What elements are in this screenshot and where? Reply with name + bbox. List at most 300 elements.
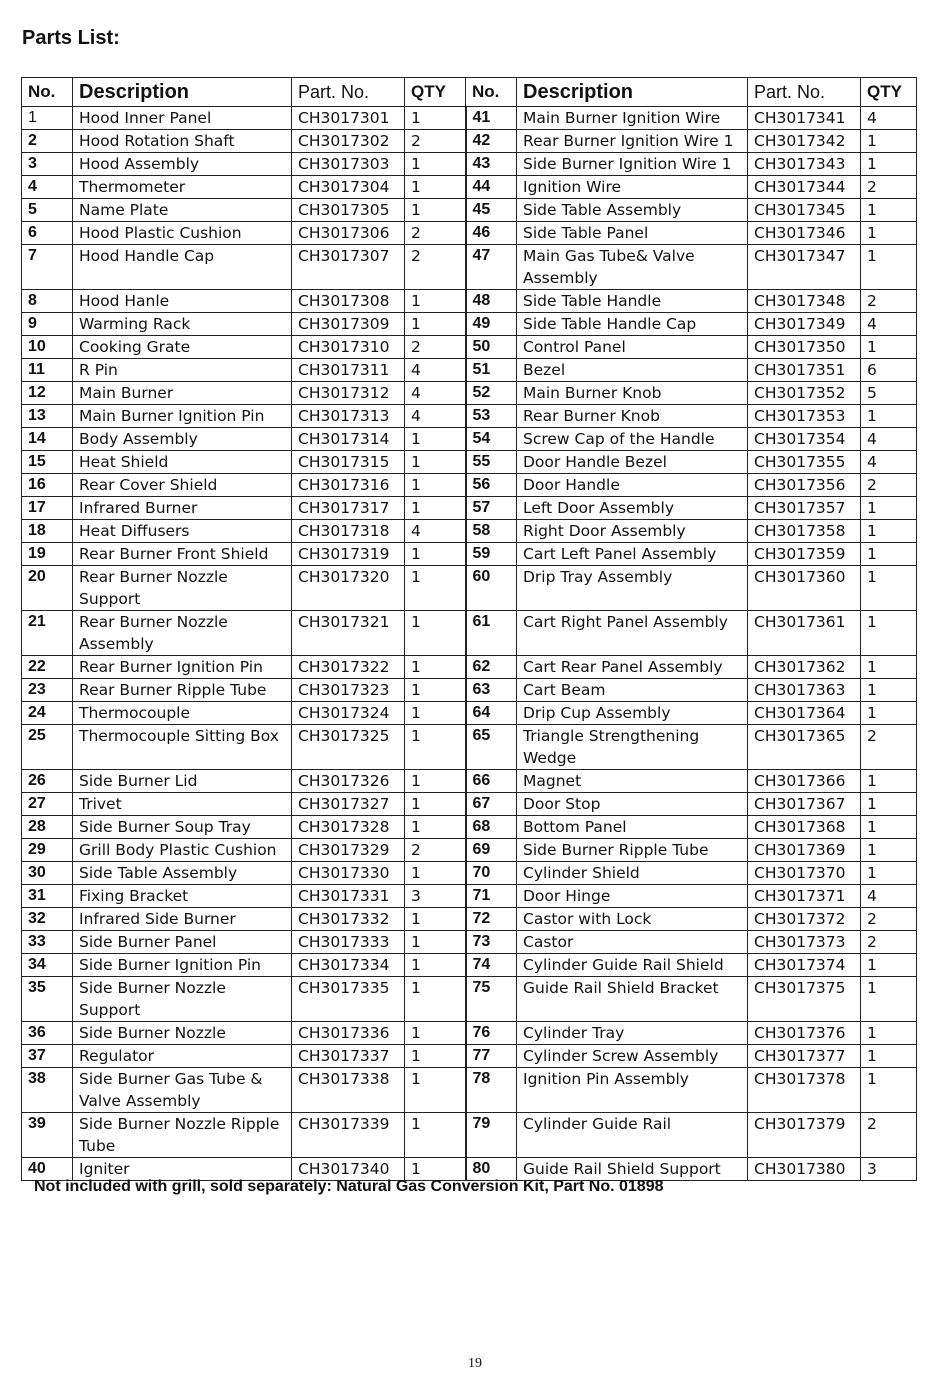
qty-cell-right: 1 — [861, 770, 917, 793]
table-row — [22, 931, 917, 954]
no-cell-left: 24 — [22, 702, 73, 725]
part-no-cell-right: CH3017362 — [748, 656, 861, 679]
no-cell-right: 75 — [466, 977, 517, 1022]
part-no-cell-right: CH3017342 — [748, 130, 861, 153]
qty-cell-right: 1 — [861, 656, 917, 679]
table-row — [22, 702, 917, 725]
qty-cell-left: 1 — [405, 611, 466, 656]
qty-cell-right: 1 — [861, 793, 917, 816]
part-no-cell-right: CH3017346 — [748, 222, 861, 245]
part-no-cell-left: CH3017322 — [292, 656, 405, 679]
part-no-cell-right: CH3017358 — [748, 520, 861, 543]
description-cell-left: Rear Burner Front Shield — [73, 543, 292, 566]
qty-cell-left: 4 — [405, 520, 466, 543]
qty-cell-left: 1 — [405, 451, 466, 474]
description-cell-left: Rear Cover Shield — [73, 474, 292, 497]
no-cell-right: 61 — [466, 611, 517, 656]
table-row — [22, 405, 917, 428]
table-row — [22, 336, 917, 359]
description-cell-left: Infrared Side Burner — [73, 908, 292, 931]
no-cell-left: 5 — [22, 199, 73, 222]
no-cell-left: 9 — [22, 313, 73, 336]
description-cell-left: Side Burner Gas Tube & Valve Assembly — [73, 1068, 292, 1113]
part-no-cell-right: CH3017359 — [748, 543, 861, 566]
no-cell-right: 43 — [466, 153, 517, 176]
description-cell-right: Side Burner Ignition Wire 1 — [517, 153, 748, 176]
description-cell-left: Trivet — [73, 793, 292, 816]
description-cell-right: Cart Right Panel Assembly — [517, 611, 748, 656]
part-no-cell-right: CH3017355 — [748, 451, 861, 474]
description-cell-right: Castor with Lock — [517, 908, 748, 931]
qty-cell-right: 1 — [861, 954, 917, 977]
no-cell-right: 77 — [466, 1045, 517, 1068]
no-cell-right: 57 — [466, 497, 517, 520]
qty-cell-left: 1 — [405, 566, 466, 611]
header-description-right: Description — [517, 78, 748, 107]
description-cell-left: Thermocouple — [73, 702, 292, 725]
description-cell-right: Cart Left Panel Assembly — [517, 543, 748, 566]
no-cell-left: 2 — [22, 130, 73, 153]
no-cell-right: 51 — [466, 359, 517, 382]
table-row — [22, 862, 917, 885]
description-cell-left: Side Burner Nozzle Ripple Tube — [73, 1113, 292, 1158]
qty-cell-left: 1 — [405, 770, 466, 793]
no-cell-right: 52 — [466, 382, 517, 405]
description-cell-right: Control Panel — [517, 336, 748, 359]
part-no-cell-right: CH3017345 — [748, 199, 861, 222]
no-cell-left: 11 — [22, 359, 73, 382]
description-cell-left: Infrared Burner — [73, 497, 292, 520]
part-no-cell-left: CH3017306 — [292, 222, 405, 245]
qty-cell-left: 1 — [405, 862, 466, 885]
description-cell-left: Hood Handle Cap — [73, 245, 292, 290]
part-no-cell-right: CH3017373 — [748, 931, 861, 954]
table-row — [22, 977, 917, 1022]
header-no-right: No. — [466, 78, 517, 107]
no-cell-left: 8 — [22, 290, 73, 313]
part-no-cell-left: CH3017325 — [292, 725, 405, 770]
part-no-cell-left: CH3017329 — [292, 839, 405, 862]
qty-cell-left: 1 — [405, 1158, 466, 1181]
qty-cell-right: 2 — [861, 1113, 917, 1158]
no-cell-right: 46 — [466, 222, 517, 245]
table-row — [22, 611, 917, 656]
qty-cell-left: 1 — [405, 702, 466, 725]
description-cell-right: Door Handle — [517, 474, 748, 497]
part-no-cell-left: CH3017303 — [292, 153, 405, 176]
part-no-cell-left: CH3017323 — [292, 679, 405, 702]
no-cell-left: 7 — [22, 245, 73, 290]
qty-cell-right: 4 — [861, 313, 917, 336]
no-cell-right: 55 — [466, 451, 517, 474]
part-no-cell-left: CH3017315 — [292, 451, 405, 474]
no-cell-right: 70 — [466, 862, 517, 885]
description-cell-right: Main Gas Tube& Valve Assembly — [517, 245, 748, 290]
no-cell-right: 56 — [466, 474, 517, 497]
no-cell-left: 30 — [22, 862, 73, 885]
description-cell-right: Guide Rail Shield Support — [517, 1158, 748, 1181]
no-cell-right: 74 — [466, 954, 517, 977]
part-no-cell-left: CH3017308 — [292, 290, 405, 313]
no-cell-right: 68 — [466, 816, 517, 839]
no-cell-left: 17 — [22, 497, 73, 520]
description-cell-right: Side Table Assembly — [517, 199, 748, 222]
header-qty-left: QTY — [405, 78, 466, 107]
no-cell-left: 29 — [22, 839, 73, 862]
description-cell-left: Side Burner Nozzle — [73, 1022, 292, 1045]
part-no-cell-left: CH3017301 — [292, 107, 405, 130]
part-no-cell-left: CH3017321 — [292, 611, 405, 656]
description-cell-right: Cylinder Guide Rail — [517, 1113, 748, 1158]
qty-cell-left: 2 — [405, 222, 466, 245]
description-cell-right: Cylinder Tray — [517, 1022, 748, 1045]
description-cell-left: Hood Assembly — [73, 153, 292, 176]
no-cell-right: 47 — [466, 245, 517, 290]
part-no-cell-left: CH3017319 — [292, 543, 405, 566]
part-no-cell-right: CH3017372 — [748, 908, 861, 931]
part-no-cell-right: CH3017368 — [748, 816, 861, 839]
qty-cell-right: 1 — [861, 611, 917, 656]
table-row — [22, 313, 917, 336]
no-cell-left: 14 — [22, 428, 73, 451]
part-no-cell-right: CH3017371 — [748, 885, 861, 908]
table-row — [22, 885, 917, 908]
no-cell-right: 59 — [466, 543, 517, 566]
qty-cell-right: 2 — [861, 474, 917, 497]
no-cell-right: 69 — [466, 839, 517, 862]
description-cell-left: Name Plate — [73, 199, 292, 222]
qty-cell-left: 1 — [405, 977, 466, 1022]
no-cell-right: 73 — [466, 931, 517, 954]
qty-cell-left: 1 — [405, 793, 466, 816]
conversion-kit-note: Not included with grill, sold separately: Natural Gas Conversion Kit, Part No. 01898 — [34, 1178, 664, 1195]
no-cell-left: 21 — [22, 611, 73, 656]
description-cell-left: Cooking Grate — [73, 336, 292, 359]
qty-cell-right: 4 — [861, 451, 917, 474]
description-cell-left: Hood Plastic Cushion — [73, 222, 292, 245]
description-cell-left: Side Burner Lid — [73, 770, 292, 793]
part-no-cell-right: CH3017364 — [748, 702, 861, 725]
no-cell-left: 6 — [22, 222, 73, 245]
qty-cell-left: 1 — [405, 908, 466, 931]
qty-cell-right: 4 — [861, 107, 917, 130]
no-cell-left: 36 — [22, 1022, 73, 1045]
part-no-cell-right: CH3017344 — [748, 176, 861, 199]
qty-cell-left: 3 — [405, 885, 466, 908]
part-no-cell-right: CH3017351 — [748, 359, 861, 382]
table-row — [22, 359, 917, 382]
qty-cell-right: 4 — [861, 428, 917, 451]
qty-cell-right: 5 — [861, 382, 917, 405]
no-cell-left: 15 — [22, 451, 73, 474]
table-row — [22, 656, 917, 679]
part-no-cell-left: CH3017336 — [292, 1022, 405, 1045]
description-cell-right: Side Burner Ripple Tube — [517, 839, 748, 862]
part-no-cell-right: CH3017370 — [748, 862, 861, 885]
qty-cell-right: 4 — [861, 885, 917, 908]
no-cell-left: 18 — [22, 520, 73, 543]
part-no-cell-right: CH3017349 — [748, 313, 861, 336]
description-cell-right: Cart Beam — [517, 679, 748, 702]
qty-cell-left: 1 — [405, 1068, 466, 1113]
part-no-cell-left: CH3017302 — [292, 130, 405, 153]
no-cell-right: 67 — [466, 793, 517, 816]
part-no-cell-left: CH3017340 — [292, 1158, 405, 1181]
no-cell-right: 79 — [466, 1113, 517, 1158]
part-no-cell-right: CH3017352 — [748, 382, 861, 405]
description-cell-left: Rear Burner Nozzle Support — [73, 566, 292, 611]
part-no-cell-left: CH3017320 — [292, 566, 405, 611]
description-cell-left: Warming Rack — [73, 313, 292, 336]
description-cell-right: Screw Cap of the Handle — [517, 428, 748, 451]
description-cell-right: Rear Burner Ignition Wire 1 — [517, 130, 748, 153]
header-qty-right: QTY — [861, 78, 917, 107]
description-cell-right: Side Table Panel — [517, 222, 748, 245]
table-row — [22, 382, 917, 405]
no-cell-right: 45 — [466, 199, 517, 222]
no-cell-right: 58 — [466, 520, 517, 543]
description-cell-right: Left Door Assembly — [517, 497, 748, 520]
description-cell-left: Thermocouple Sitting Box — [73, 725, 292, 770]
qty-cell-left: 2 — [405, 839, 466, 862]
part-no-cell-right: CH3017357 — [748, 497, 861, 520]
qty-cell-right: 2 — [861, 290, 917, 313]
qty-cell-right: 6 — [861, 359, 917, 382]
qty-cell-right: 2 — [861, 176, 917, 199]
no-cell-right: 42 — [466, 130, 517, 153]
no-cell-left: 26 — [22, 770, 73, 793]
no-cell-right: 78 — [466, 1068, 517, 1113]
description-cell-left: Hood Rotation Shaft — [73, 130, 292, 153]
no-cell-right: 44 — [466, 176, 517, 199]
qty-cell-left: 1 — [405, 313, 466, 336]
table-row — [22, 1022, 917, 1045]
no-cell-right: 41 — [466, 107, 517, 130]
table-row — [22, 130, 917, 153]
description-cell-left: Igniter — [73, 1158, 292, 1181]
part-no-cell-left: CH3017332 — [292, 908, 405, 931]
no-cell-left: 13 — [22, 405, 73, 428]
part-no-cell-right: CH3017378 — [748, 1068, 861, 1113]
description-cell-right: Door Hinge — [517, 885, 748, 908]
no-cell-left: 33 — [22, 931, 73, 954]
description-cell-right: Ignition Wire — [517, 176, 748, 199]
description-cell-left: Heat Diffusers — [73, 520, 292, 543]
table-row — [22, 520, 917, 543]
table-row — [22, 1068, 917, 1113]
table-row — [22, 451, 917, 474]
description-cell-right: Bezel — [517, 359, 748, 382]
qty-cell-left: 4 — [405, 359, 466, 382]
qty-cell-left: 2 — [405, 245, 466, 290]
table-row — [22, 725, 917, 770]
description-cell-left: Grill Body Plastic Cushion — [73, 839, 292, 862]
no-cell-left: 12 — [22, 382, 73, 405]
part-no-cell-right: CH3017356 — [748, 474, 861, 497]
table-row — [22, 199, 917, 222]
description-cell-left: Rear Burner Ignition Pin — [73, 656, 292, 679]
qty-cell-left: 1 — [405, 199, 466, 222]
part-no-cell-right: CH3017374 — [748, 954, 861, 977]
part-no-cell-right: CH3017375 — [748, 977, 861, 1022]
table-row — [22, 566, 917, 611]
part-no-cell-right: CH3017369 — [748, 839, 861, 862]
part-no-cell-right: CH3017367 — [748, 793, 861, 816]
description-cell-right: Castor — [517, 931, 748, 954]
qty-cell-left: 1 — [405, 543, 466, 566]
part-no-cell-right: CH3017343 — [748, 153, 861, 176]
no-cell-left: 39 — [22, 1113, 73, 1158]
description-cell-left: Hood Hanle — [73, 290, 292, 313]
qty-cell-right: 1 — [861, 862, 917, 885]
description-cell-right: Door Handle Bezel — [517, 451, 748, 474]
qty-cell-left: 4 — [405, 382, 466, 405]
table-row — [22, 290, 917, 313]
qty-cell-left: 1 — [405, 1045, 466, 1068]
part-no-cell-right: CH3017350 — [748, 336, 861, 359]
table-row — [22, 770, 917, 793]
no-cell-right: 71 — [466, 885, 517, 908]
part-no-cell-right: CH3017361 — [748, 611, 861, 656]
qty-cell-left: 1 — [405, 656, 466, 679]
table-row — [22, 222, 917, 245]
part-no-cell-right: CH3017366 — [748, 770, 861, 793]
part-no-cell-left: CH3017333 — [292, 931, 405, 954]
description-cell-right: Cylinder Guide Rail Shield — [517, 954, 748, 977]
description-cell-left: Regulator — [73, 1045, 292, 1068]
part-no-cell-left: CH3017338 — [292, 1068, 405, 1113]
no-cell-left: 3 — [22, 153, 73, 176]
description-cell-right: Rear Burner Knob — [517, 405, 748, 428]
description-cell-right: Side Table Handle Cap — [517, 313, 748, 336]
qty-cell-left: 1 — [405, 428, 466, 451]
header-part-no-left: Part. No. — [292, 78, 405, 107]
qty-cell-right: 2 — [861, 931, 917, 954]
part-no-cell-left: CH3017310 — [292, 336, 405, 359]
part-no-cell-left: CH3017307 — [292, 245, 405, 290]
qty-cell-left: 1 — [405, 1113, 466, 1158]
no-cell-right: 76 — [466, 1022, 517, 1045]
parts-table — [21, 77, 917, 1181]
part-no-cell-right: CH3017354 — [748, 428, 861, 451]
qty-cell-left: 1 — [405, 931, 466, 954]
description-cell-left: Fixing Bracket — [73, 885, 292, 908]
part-no-cell-left: CH3017311 — [292, 359, 405, 382]
description-cell-right: Right Door Assembly — [517, 520, 748, 543]
description-cell-left: Rear Burner Ripple Tube — [73, 679, 292, 702]
description-cell-left: Side Burner Soup Tray — [73, 816, 292, 839]
no-cell-left: 25 — [22, 725, 73, 770]
no-cell-left: 34 — [22, 954, 73, 977]
page-title: Parts List: — [22, 27, 120, 49]
qty-cell-right: 1 — [861, 1022, 917, 1045]
table-row — [22, 816, 917, 839]
part-no-cell-left: CH3017314 — [292, 428, 405, 451]
description-cell-left: Rear Burner Nozzle Assembly — [73, 611, 292, 656]
part-no-cell-left: CH3017339 — [292, 1113, 405, 1158]
description-cell-left: Side Burner Panel — [73, 931, 292, 954]
description-cell-right: Guide Rail Shield Bracket — [517, 977, 748, 1022]
description-cell-left: Heat Shield — [73, 451, 292, 474]
header-part-no-right: Part. No. — [748, 78, 861, 107]
qty-cell-left: 1 — [405, 107, 466, 130]
table-row — [22, 153, 917, 176]
table-row — [22, 839, 917, 862]
part-no-cell-right: CH3017377 — [748, 1045, 861, 1068]
qty-cell-right: 1 — [861, 405, 917, 428]
page-number: 19 — [468, 1356, 482, 1371]
part-no-cell-right: CH3017348 — [748, 290, 861, 313]
table-row — [22, 793, 917, 816]
part-no-cell-left: CH3017326 — [292, 770, 405, 793]
description-cell-left: R Pin — [73, 359, 292, 382]
no-cell-right: 60 — [466, 566, 517, 611]
part-no-cell-left: CH3017318 — [292, 520, 405, 543]
no-cell-left: 10 — [22, 336, 73, 359]
qty-cell-right: 1 — [861, 245, 917, 290]
qty-cell-right: 2 — [861, 908, 917, 931]
part-no-cell-left: CH3017313 — [292, 405, 405, 428]
no-cell-left: 37 — [22, 1045, 73, 1068]
description-cell-right: Ignition Pin Assembly — [517, 1068, 748, 1113]
qty-cell-right: 1 — [861, 816, 917, 839]
part-no-cell-left: CH3017335 — [292, 977, 405, 1022]
qty-cell-right: 1 — [861, 222, 917, 245]
qty-cell-right: 1 — [861, 543, 917, 566]
part-no-cell-right: CH3017341 — [748, 107, 861, 130]
parts-table-body — [22, 107, 917, 1181]
qty-cell-right: 2 — [861, 725, 917, 770]
no-cell-right: 54 — [466, 428, 517, 451]
description-cell-right: Side Table Handle — [517, 290, 748, 313]
part-no-cell-left: CH3017305 — [292, 199, 405, 222]
qty-cell-left: 1 — [405, 679, 466, 702]
description-cell-left: Main Burner Ignition Pin — [73, 405, 292, 428]
qty-cell-left: 1 — [405, 497, 466, 520]
qty-cell-right: 1 — [861, 497, 917, 520]
part-no-cell-right: CH3017347 — [748, 245, 861, 290]
table-row — [22, 954, 917, 977]
table-header-row — [22, 78, 917, 107]
no-cell-left: 31 — [22, 885, 73, 908]
no-cell-left: 32 — [22, 908, 73, 931]
qty-cell-left: 1 — [405, 290, 466, 313]
no-cell-right: 50 — [466, 336, 517, 359]
description-cell-left: Thermometer — [73, 176, 292, 199]
qty-cell-right: 1 — [861, 566, 917, 611]
qty-cell-right: 1 — [861, 130, 917, 153]
qty-cell-left: 1 — [405, 153, 466, 176]
table-row — [22, 908, 917, 931]
no-cell-right: 49 — [466, 313, 517, 336]
no-cell-left: 27 — [22, 793, 73, 816]
table-row — [22, 474, 917, 497]
part-no-cell-right: CH3017360 — [748, 566, 861, 611]
part-no-cell-right: CH3017376 — [748, 1022, 861, 1045]
qty-cell-right: 3 — [861, 1158, 917, 1181]
qty-cell-right: 1 — [861, 199, 917, 222]
qty-cell-left: 4 — [405, 405, 466, 428]
qty-cell-left: 2 — [405, 130, 466, 153]
no-cell-right: 63 — [466, 679, 517, 702]
table-row — [22, 497, 917, 520]
part-no-cell-left: CH3017337 — [292, 1045, 405, 1068]
description-cell-left: Side Burner Ignition Pin — [73, 954, 292, 977]
qty-cell-right: 1 — [861, 702, 917, 725]
qty-cell-right: 1 — [861, 336, 917, 359]
part-no-cell-right: CH3017363 — [748, 679, 861, 702]
header-no-left: No. — [22, 78, 73, 107]
